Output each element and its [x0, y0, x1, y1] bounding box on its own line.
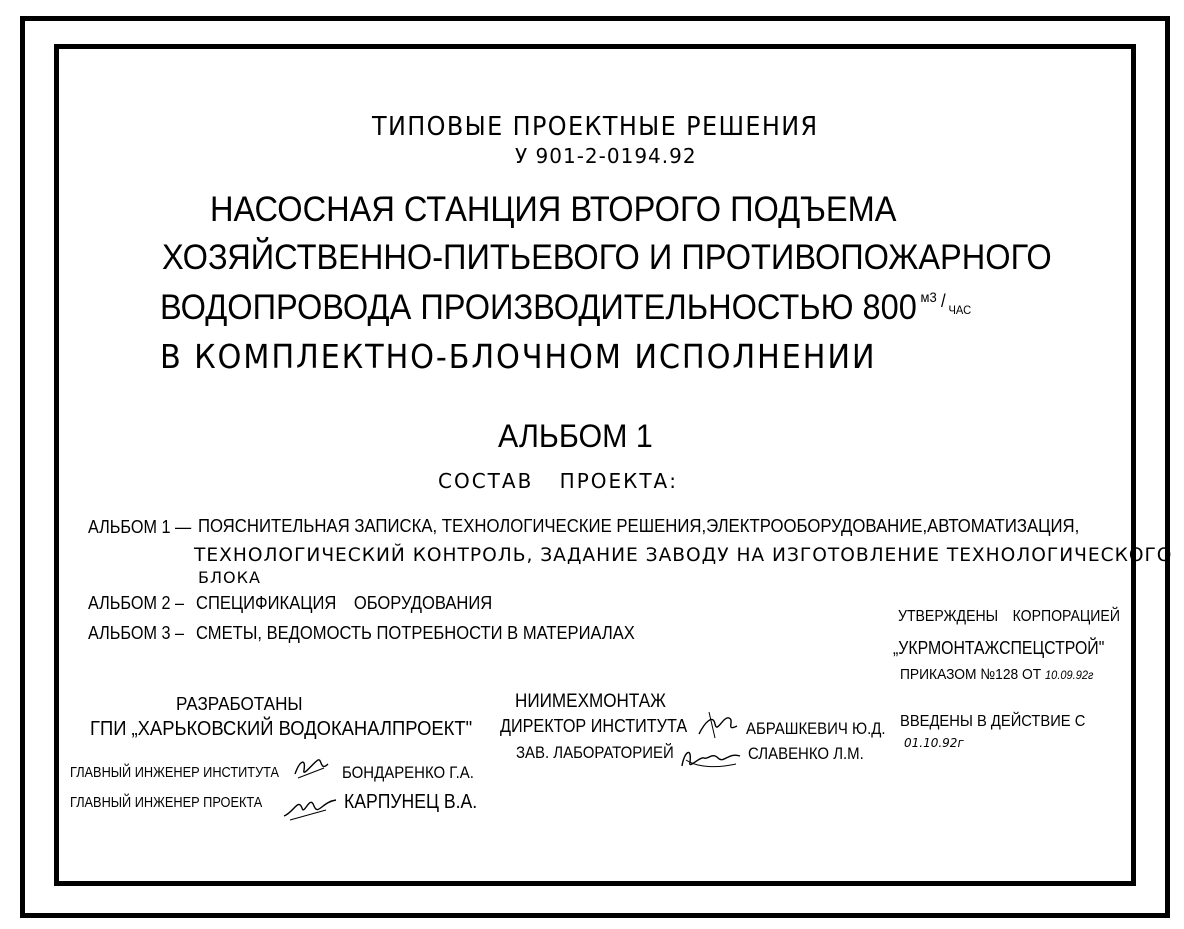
- approved-by: УТВЕРЖДЕНЫ КОРПОРАЦИЕЙ: [898, 608, 1120, 625]
- lab-head-name: СЛАВЕНКО Л.М.: [748, 744, 864, 763]
- album-1-text: ПОЯСНИТЕЛЬНАЯ ЗАПИСКА, ТЕХНОЛОГИЧЕСКИЕ РЕШЕНИЯ,ЭЛЕКТРООБОРУДОВАНИЕ,АВТОМАТИЗАЦИЯ,: [198, 516, 1080, 536]
- album-3-label: АЛЬБОМ 3 –: [88, 623, 184, 643]
- signature-abrashkevich: [695, 708, 741, 742]
- unit-numerator: м3: [920, 289, 937, 305]
- album-2-text: СПЕЦИФИКАЦИЯ ОБОРУДОВАНИЯ: [196, 593, 493, 613]
- signature-bondarenko: [292, 752, 332, 782]
- album-1-label: АЛЬБОМ 1 —: [88, 517, 192, 537]
- contents-heading: СОСТАВ ПРОЕКТА:: [438, 469, 678, 493]
- signature-karpunets: [280, 788, 340, 824]
- title-line-3-text: ВОДОПРОВОДА ПРОИЗВОДИТЕЛЬНОСТЬЮ 800: [160, 288, 917, 327]
- title-line-4: В КОМПЛЕКТНО-БЛОЧНОМ ИСПОЛНЕНИИ: [160, 337, 877, 376]
- album-label: АЛЬБОМ 1: [498, 418, 653, 454]
- album-1-text-cont-1: ТЕХНОЛОГИЧЕСКИЙ КОНТРОЛЬ, ЗАДАНИЕ ЗАВОДУ НА ИЗГОТОВЛЕНИЕ ТЕХНОЛОГИЧЕСКОГО: [194, 544, 1173, 566]
- series-title: ТИПОВЫЕ ПРОЕКТНЫЕ РЕШЕНИЯ: [372, 112, 819, 142]
- lab-head-title: ЗАВ. ЛАБОРАТОРИЕЙ: [516, 743, 674, 762]
- corporation-name: „УКРМОНТАЖСПЕЦСТРОЙ": [893, 638, 1105, 658]
- order-date: 10.09.92г: [1045, 668, 1094, 682]
- effective-date: 01.10.92г: [904, 736, 964, 750]
- approval-order: [900, 667, 1093, 682]
- chief-engineer-institute-title: ГЛАВНЫЙ ИНЖЕНЕР ИНСТИТУТА: [70, 764, 280, 781]
- document-code: У 901-2-0194.92: [515, 144, 697, 168]
- developer-org: ГПИ „ХАРЬКОВСКИЙ ВОДОКАНАЛПРОЕКТ": [90, 718, 473, 740]
- title-line-2: ХОЗЯЙСТВЕННО-ПИТЬЕВОГО И ПРОТИВОПОЖАРНОГО: [162, 238, 1052, 277]
- director-title: ДИРЕКТОР ИНСТИТУТА: [500, 716, 688, 736]
- signature-slavenko: [678, 742, 744, 772]
- capacity-unit: [917, 290, 982, 320]
- album-1-text-cont-2: БЛОКА: [198, 568, 261, 587]
- album-2-label: АЛЬБОМ 2 –: [88, 593, 184, 613]
- chief-engineer-institute-name: БОНДАРЕНКО Г.А.: [342, 763, 474, 782]
- unit-denominator: ЧАС: [948, 303, 972, 317]
- order-text: ПРИКАЗОМ №128 ОТ: [900, 666, 1042, 683]
- unit-slash: /: [941, 291, 946, 311]
- developer-heading: РАЗРАБОТАНЫ: [176, 694, 303, 714]
- effective-text: ВВЕДЕНЫ В ДЕЙСТВИЕ С: [900, 713, 1086, 730]
- title-line-3: [160, 290, 982, 325]
- album-3-text: СМЕТЫ, ВЕДОМОСТЬ ПОТРЕБНОСТИ В МАТЕРИАЛАХ: [196, 623, 635, 643]
- chief-engineer-project-name: КАРПУНЕЦ В.А.: [344, 791, 478, 813]
- director-name: АБРАШКЕВИЧ Ю.Д.: [746, 719, 886, 738]
- niimech-heading: НИИМЕХМОНТАЖ: [515, 691, 666, 712]
- title-line-1: НАСОСНАЯ СТАНЦИЯ ВТОРОГО ПОДЪЕМА: [210, 190, 897, 229]
- chief-engineer-project-title: ГЛАВНЫЙ ИНЖЕНЕР ПРОЕКТА: [70, 794, 263, 811]
